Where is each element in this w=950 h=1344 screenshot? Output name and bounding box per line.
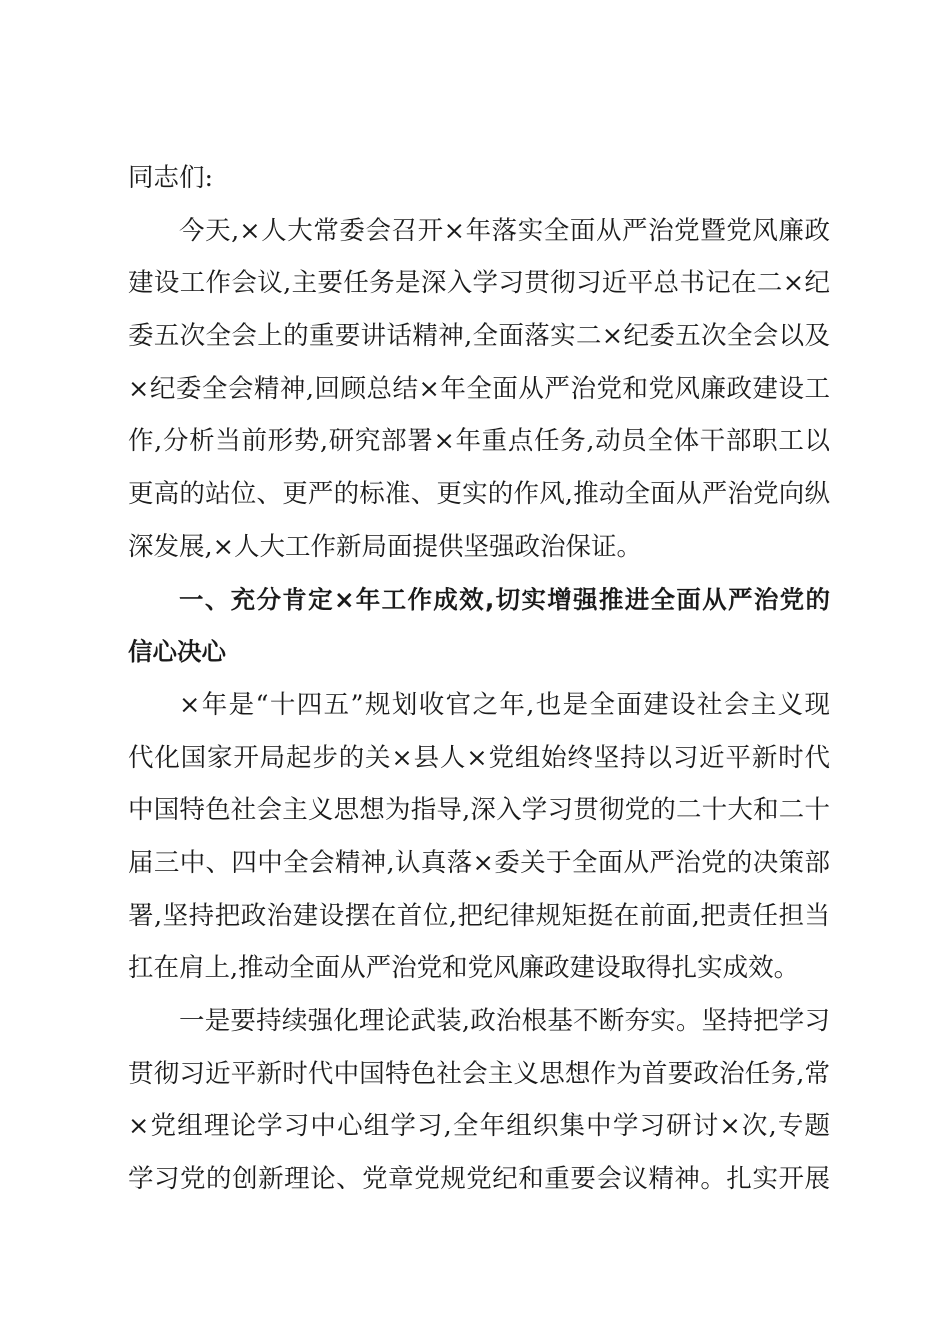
heading-line: 一、充分肯定×年工作成效,切实增强推进全面从严治党的 (179, 584, 830, 614)
heading-line: 信心决心 (128, 637, 226, 667)
text-line: ×年是“十四五”规划收官之年,也是全面建设社会主义现 (179, 689, 830, 720)
text-line: 深发展,×人大工作新局面提供坚强政治保证。 (128, 531, 642, 562)
paragraph-achievements (128, 679, 830, 995)
text-line: 更高的站位、更严的标准、更实的作风,推动全面从严治党向纵 (128, 479, 830, 510)
document-body (128, 152, 830, 1206)
paragraph-intro (128, 205, 830, 574)
text-line: 今天,×人大常委会召开×年落实全面从严治党暨党风廉政 (179, 215, 830, 246)
text-line: ×纪委全会精神,回顾总结×年全面从严治党和党风廉政建设工 (128, 373, 830, 404)
text-line: 中国特色社会主义思想为指导,深入学习贯彻党的二十大和二十 (128, 795, 830, 826)
text-line: 届三中、四中全会精神,认真落×委关于全面从严治党的决策部 (128, 847, 830, 878)
text-line: ×党组理论学习中心组学习,全年组织集中学习研讨×次,专题 (128, 1111, 830, 1142)
text-line: 委五次全会上的重要讲话精神,全面落实二×纪委五次全会以及 (128, 321, 830, 352)
text-line: 建设工作会议,主要任务是深入学习贯彻习近平总书记在二×纪 (128, 268, 830, 299)
text-line: 署,坚持把政治建设摆在首位,把纪律规矩挺在前面,把责任担当 (128, 900, 830, 931)
text-line: 代化国家开局起步的关×县人×党组始终坚持以习近平新时代 (128, 742, 830, 773)
text-line: 学习党的创新理论、党章党规党纪和重要会议精神。扎实开展 (128, 1164, 830, 1195)
text-line: 作,分析当前形势,研究部署×年重点任务,动员全体干部职工以 (128, 426, 830, 457)
salutation-line: 同志们: (128, 163, 214, 193)
text-line: 贯彻习近平新时代中国特色社会主义思想作为首要政治任务,常 (128, 1058, 830, 1089)
text-line: 扛在肩上,推动全面从严治党和党风廉政建设取得扎实成效。 (128, 953, 800, 984)
text-line: 一是要持续强化理论武装,政治根基不断夯实。坚持把学习 (179, 1006, 830, 1036)
section-heading (128, 574, 830, 679)
salutation (128, 152, 830, 205)
paragraph-theory (128, 995, 830, 1206)
